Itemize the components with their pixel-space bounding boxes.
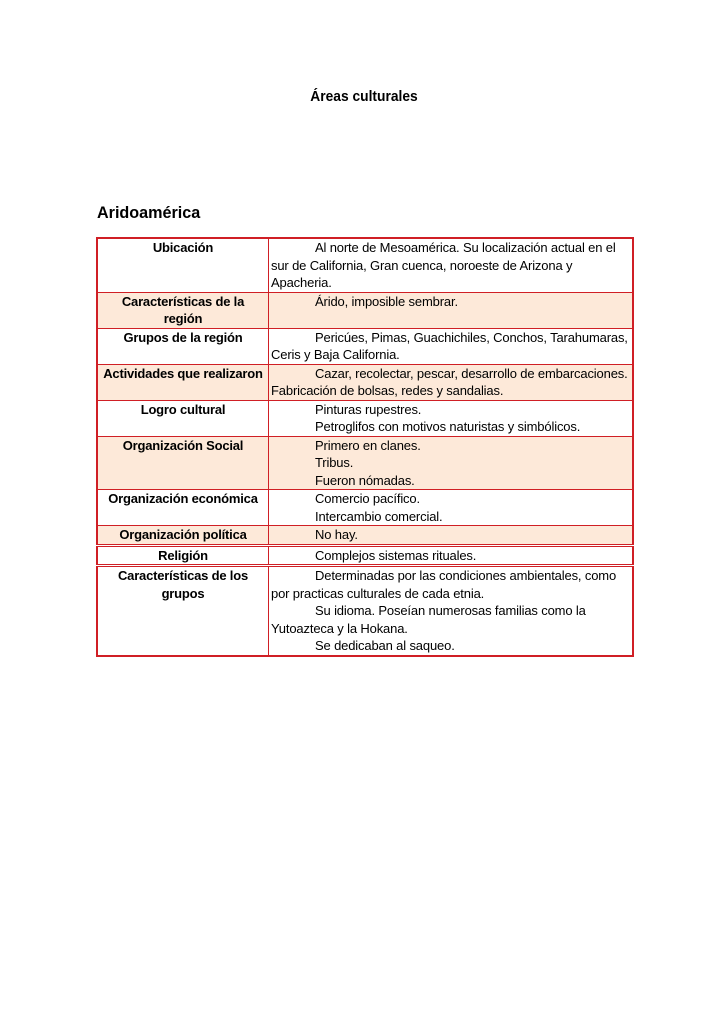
table-row	[97, 566, 633, 656]
row-text: Petroglifos con motivos naturistas y simbólicos.	[315, 419, 581, 434]
row-text: Tribus.	[315, 455, 354, 470]
row-content	[269, 292, 634, 328]
row-text: No hay.	[315, 527, 358, 542]
row-content	[269, 238, 634, 292]
table-row	[97, 526, 633, 546]
row-text: Comercio pacífico.	[315, 491, 420, 506]
row-text: Árido, imposible sembrar.	[315, 293, 458, 309]
table-row	[97, 292, 633, 328]
row-text: Intercambio comercial.	[315, 508, 443, 524]
row-content	[269, 400, 634, 436]
table-row	[97, 364, 633, 400]
row-text: Determinadas por las condiciones ambientales, como por practicas culturales de cada etnia.	[271, 568, 617, 601]
table-row	[97, 490, 633, 526]
row-text: Pericúes, Pimas, Guachichiles, Conchos, Tarahumaras, Ceris y Baja California.	[271, 329, 628, 362]
row-text: Cazar, recolectar, pescar, desarrollo de embarcaciones. Fabricación de bolsas, redes y sandalias.	[271, 365, 628, 398]
row-content	[269, 364, 634, 400]
row-text: Su idioma. Poseían numerosas familias como la Yutoazteca y la Hokana.	[271, 603, 586, 636]
row-label: Ubicación	[97, 238, 269, 292]
row-text: Primero en clanes.	[315, 437, 421, 453]
row-text: Se dedicaban al saqueo.	[315, 638, 455, 653]
row-text: Pinturas rupestres.	[315, 401, 422, 417]
row-label: Religión	[97, 545, 269, 566]
row-label: Características de los grupos	[97, 566, 269, 656]
row-label: Logro cultural	[97, 400, 269, 436]
row-content	[269, 566, 634, 656]
row-label: Actividades que realizaron	[97, 364, 269, 400]
row-content	[269, 436, 634, 490]
table-row	[97, 238, 633, 292]
page-title: Áreas culturales	[310, 88, 418, 105]
row-text: Fueron nómadas.	[315, 472, 415, 488]
table-row	[97, 400, 633, 436]
row-content	[269, 328, 634, 364]
row-text: Al norte de Mesoamérica. Su localización actual en el sur de California, Gran cuenca, noroeste de Arizona y Apacheria.	[271, 240, 616, 290]
row-content	[269, 490, 634, 526]
row-content	[269, 526, 634, 546]
row-label: Características de la región	[97, 292, 269, 328]
section-heading: Aridoamérica	[97, 203, 201, 222]
row-label: Organización económica	[97, 490, 269, 526]
row-label: Grupos de la región	[97, 328, 269, 364]
row-label: Organización Social	[97, 436, 269, 490]
table-row	[97, 545, 633, 566]
table-row	[97, 328, 633, 364]
culture-table	[96, 237, 634, 657]
row-content	[269, 545, 634, 566]
row-label: Organización política	[97, 526, 269, 546]
table-row	[97, 436, 633, 490]
row-text: Complejos sistemas rituales.	[315, 547, 477, 563]
